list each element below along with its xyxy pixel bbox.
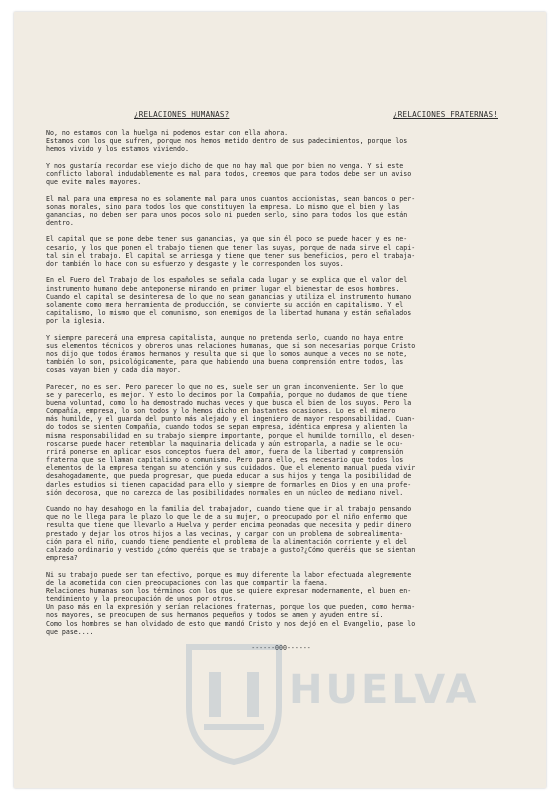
text-line: más humilde, y el guarda del punto más alejado y el ingeniero de mayor responsabilidad. Cuan- (46, 415, 416, 424)
text-line: No, no estamos con la huelga ni podemos estar con ella ahora. (46, 129, 289, 137)
text-line: nos mayores, se preocupen de sus hermanos pequeños y todos se amen y ayuden entre sí. (46, 611, 384, 620)
text-line: El capital que se pone debe tener sus ganancias, ya que sin él poco se puede hacer y es ne- (46, 235, 408, 244)
text-line: instrumento humano debe anteponerse mirando en primer lugar el bienestar de esos hombres. (46, 284, 400, 293)
text-line: darles estudios si tienen capacidad para ello y siempre de formarles en Dios y en una profe- (46, 480, 412, 489)
paragraph (46, 195, 516, 228)
text-line: dor también lo hace con su esfuerzo y desgaste y le corresponden los suyos. (46, 259, 344, 268)
text-line: Parecer, no es ser. Pero parecer lo que no es, suele ser un gran inconveniente. Ser lo que (46, 382, 404, 391)
text-line: también lo son, psicológicamente, para que habiendo una buena comprensión entre todos, las (46, 358, 404, 367)
text-line: ción para el niño, cuando tiene pendiente el problema de la alimentación corriente y el del (46, 537, 408, 546)
text-line: se y parecerlo, es mejor. Y esto lo decimos por la Compañía, porque no dudamos de que tiene (46, 390, 408, 399)
text-line: por la iglesia. (46, 317, 106, 326)
text-line: de la acometida con cien preocupaciones con las que compartir la faena. (46, 578, 328, 587)
text-line: Como los hombres se han olvidado de esto que mandó Cristo y nos dejó en el Evangelio, pase lo (46, 619, 416, 628)
text-line: nos dijo que todos éramos hermanos y resulta que si que lo somos aunque a veces no se note, (46, 349, 408, 358)
shield-icon (179, 637, 289, 767)
text-line: Cuando el capital se desinteresa de lo que no sean ganancias y utiliza el instrumento humano (46, 292, 412, 301)
text-line: Compañía, empresa, lo son todos y lo hemos dicho en bastantes ocasiones. Lo es el minero (46, 407, 396, 416)
text-line: Cuando no hay desahogo en la familia del trabajador, cuando tiene que ir al trabajo pensando (46, 505, 412, 514)
text-line: roscarse puede hacer retemblar la maquinaria delicada y aún estroparla, a nadie se le ocu- (46, 439, 404, 448)
text-line: El mal para una empresa no es solamente mal para unos cuantos accionistas, sean bancos o per- (46, 194, 416, 203)
headings-row (44, 110, 516, 119)
text-line: hemos vivido y los estamos viviendo. (46, 145, 189, 154)
document-page (14, 12, 546, 788)
text-line: resulta que tiene que llevarlo a Huelva y perder encima peonadas que necesita y pedir dinero (46, 521, 412, 530)
text-line: cosas vayan bien y cada día mayor. (46, 366, 181, 375)
text-line: buena voluntad, como lo ha demostrado muchas veces y que busca el bien de los suyos. Pero la (46, 399, 412, 407)
paragraph (46, 129, 516, 153)
text-line: do todos se sienten Compañía, cuando todos se sepan empresa, idéntica empresa y alienten la (46, 423, 408, 432)
heading-right: ¿RELACIONES FRATERNAS! (393, 110, 498, 119)
paragraph (46, 334, 516, 375)
text-line: prestado y dejar los otros hijos a las vecinas, y cargar con un problema de sobrealimenta- (46, 529, 404, 538)
watermark-logo (179, 637, 480, 777)
text-line: solamente como mera herramienta de producción, se convierte su acción en capitalismo. Y el (46, 300, 404, 309)
text-line: En el Fuero del Trabajo de los españoles se señala cada lugar y se explica que el valor del (46, 276, 408, 285)
text-line: dentro. (46, 219, 74, 227)
text-line: calzado ordinario y vestido ¿cómo queréis que se trabaje a gusto?¿Cómo queréis que se sientan (46, 545, 416, 554)
document-body (46, 129, 516, 652)
text-line: Ni su trabajo puede ser tan efectivo, porque es muy diferente la labor efectuada alegremente (46, 570, 412, 579)
text-line: conflicto laboral indudablemente es mal para todos, creemos que para todos debe ser un aviso (46, 169, 412, 178)
text-line: sus elementos técnicos y obreros unas relaciones humanas, que si son necesarias porque Cristo (46, 341, 416, 350)
text-line: Y siempre parecerá una empresa capitalista, aunque no pretenda serlo, cuando no haya entre (46, 333, 404, 342)
text-line: tendimiento y la preocupación de unos por otros. (46, 595, 237, 604)
text-line: Relaciones humanas son los términos con los que se quiere expresar modernamente, el buen en- (46, 586, 412, 595)
watermark-text: HUELVA (289, 667, 480, 713)
paragraph (46, 571, 516, 636)
paragraph (46, 505, 516, 562)
heading-left: ¿RELACIONES HUMANAS? (134, 110, 230, 119)
end-mark: ------000------ (251, 644, 311, 653)
text-line: que evite males mayores. (46, 178, 142, 187)
text-line: Estamos con los que sufren, porque nos hemos metido dentro de sus padecimientos, porque los (46, 137, 408, 146)
text-line: que no le llega para le plazo lo que le de a su mujer, o preocupado por el niño enfermo que (46, 513, 408, 522)
text-line: ganancias, no deben ser para unos pocos solo ni pueden serlo, sino para todos los que están (46, 210, 408, 219)
text-line: desahogadamente, que pueda progresar, que pueda educar a sus hijos y tenga la posibilidad de (46, 472, 412, 481)
paragraph (46, 162, 516, 186)
paragraph (46, 276, 516, 325)
paragraph (46, 235, 516, 268)
text-line: tal sin el trabajo. El capital se arriesga y tiene que tener sus beneficios, pero el trabaja- (46, 251, 416, 260)
text-line: misma responsabilidad en su trabajo siempre importante, porque el humilde tornillo, el desen- (46, 431, 416, 440)
text-line: que pase.... (46, 627, 94, 636)
paragraph (46, 383, 516, 497)
text-line: sonas morales, sino para todos los que constituyen la empresa. Lo mismo que el bien y las (46, 202, 400, 211)
text-line: elementos de la empresa tengan su atención y sus cuidados. Que el elemento manual pueda vivir (46, 464, 416, 473)
text-line: empresa? (46, 554, 78, 563)
text-line: Un paso más en la expresión y serían relaciones fraternas, porque los que pueden, como herma- (46, 603, 416, 612)
text-line: cesario, y los que ponen el trabajo tienen que tener las suyas, porque de nada sirve el capi- (46, 243, 416, 252)
text-line: rrirá ponerse en aplicar esos conceptos fuera del amor, fuera de la libertad y comprensión (46, 447, 404, 456)
text-line: Y nos gustaría recordar ese viejo dicho de que no hay mal que por bien no venga. Y si este (46, 161, 404, 170)
text-line: fraterna que se llaman capitalismo o comunismo. Pero para ello, es necesario que todos los (46, 456, 404, 465)
text-line: capitalismo, lo mismo que el comunismo, son enemigos de la libertad humana y están señalados (46, 309, 412, 317)
text-line: sión decorosa, que no carezca de las posibilidades normales en un núcleo de mediano nivel. (46, 488, 404, 497)
